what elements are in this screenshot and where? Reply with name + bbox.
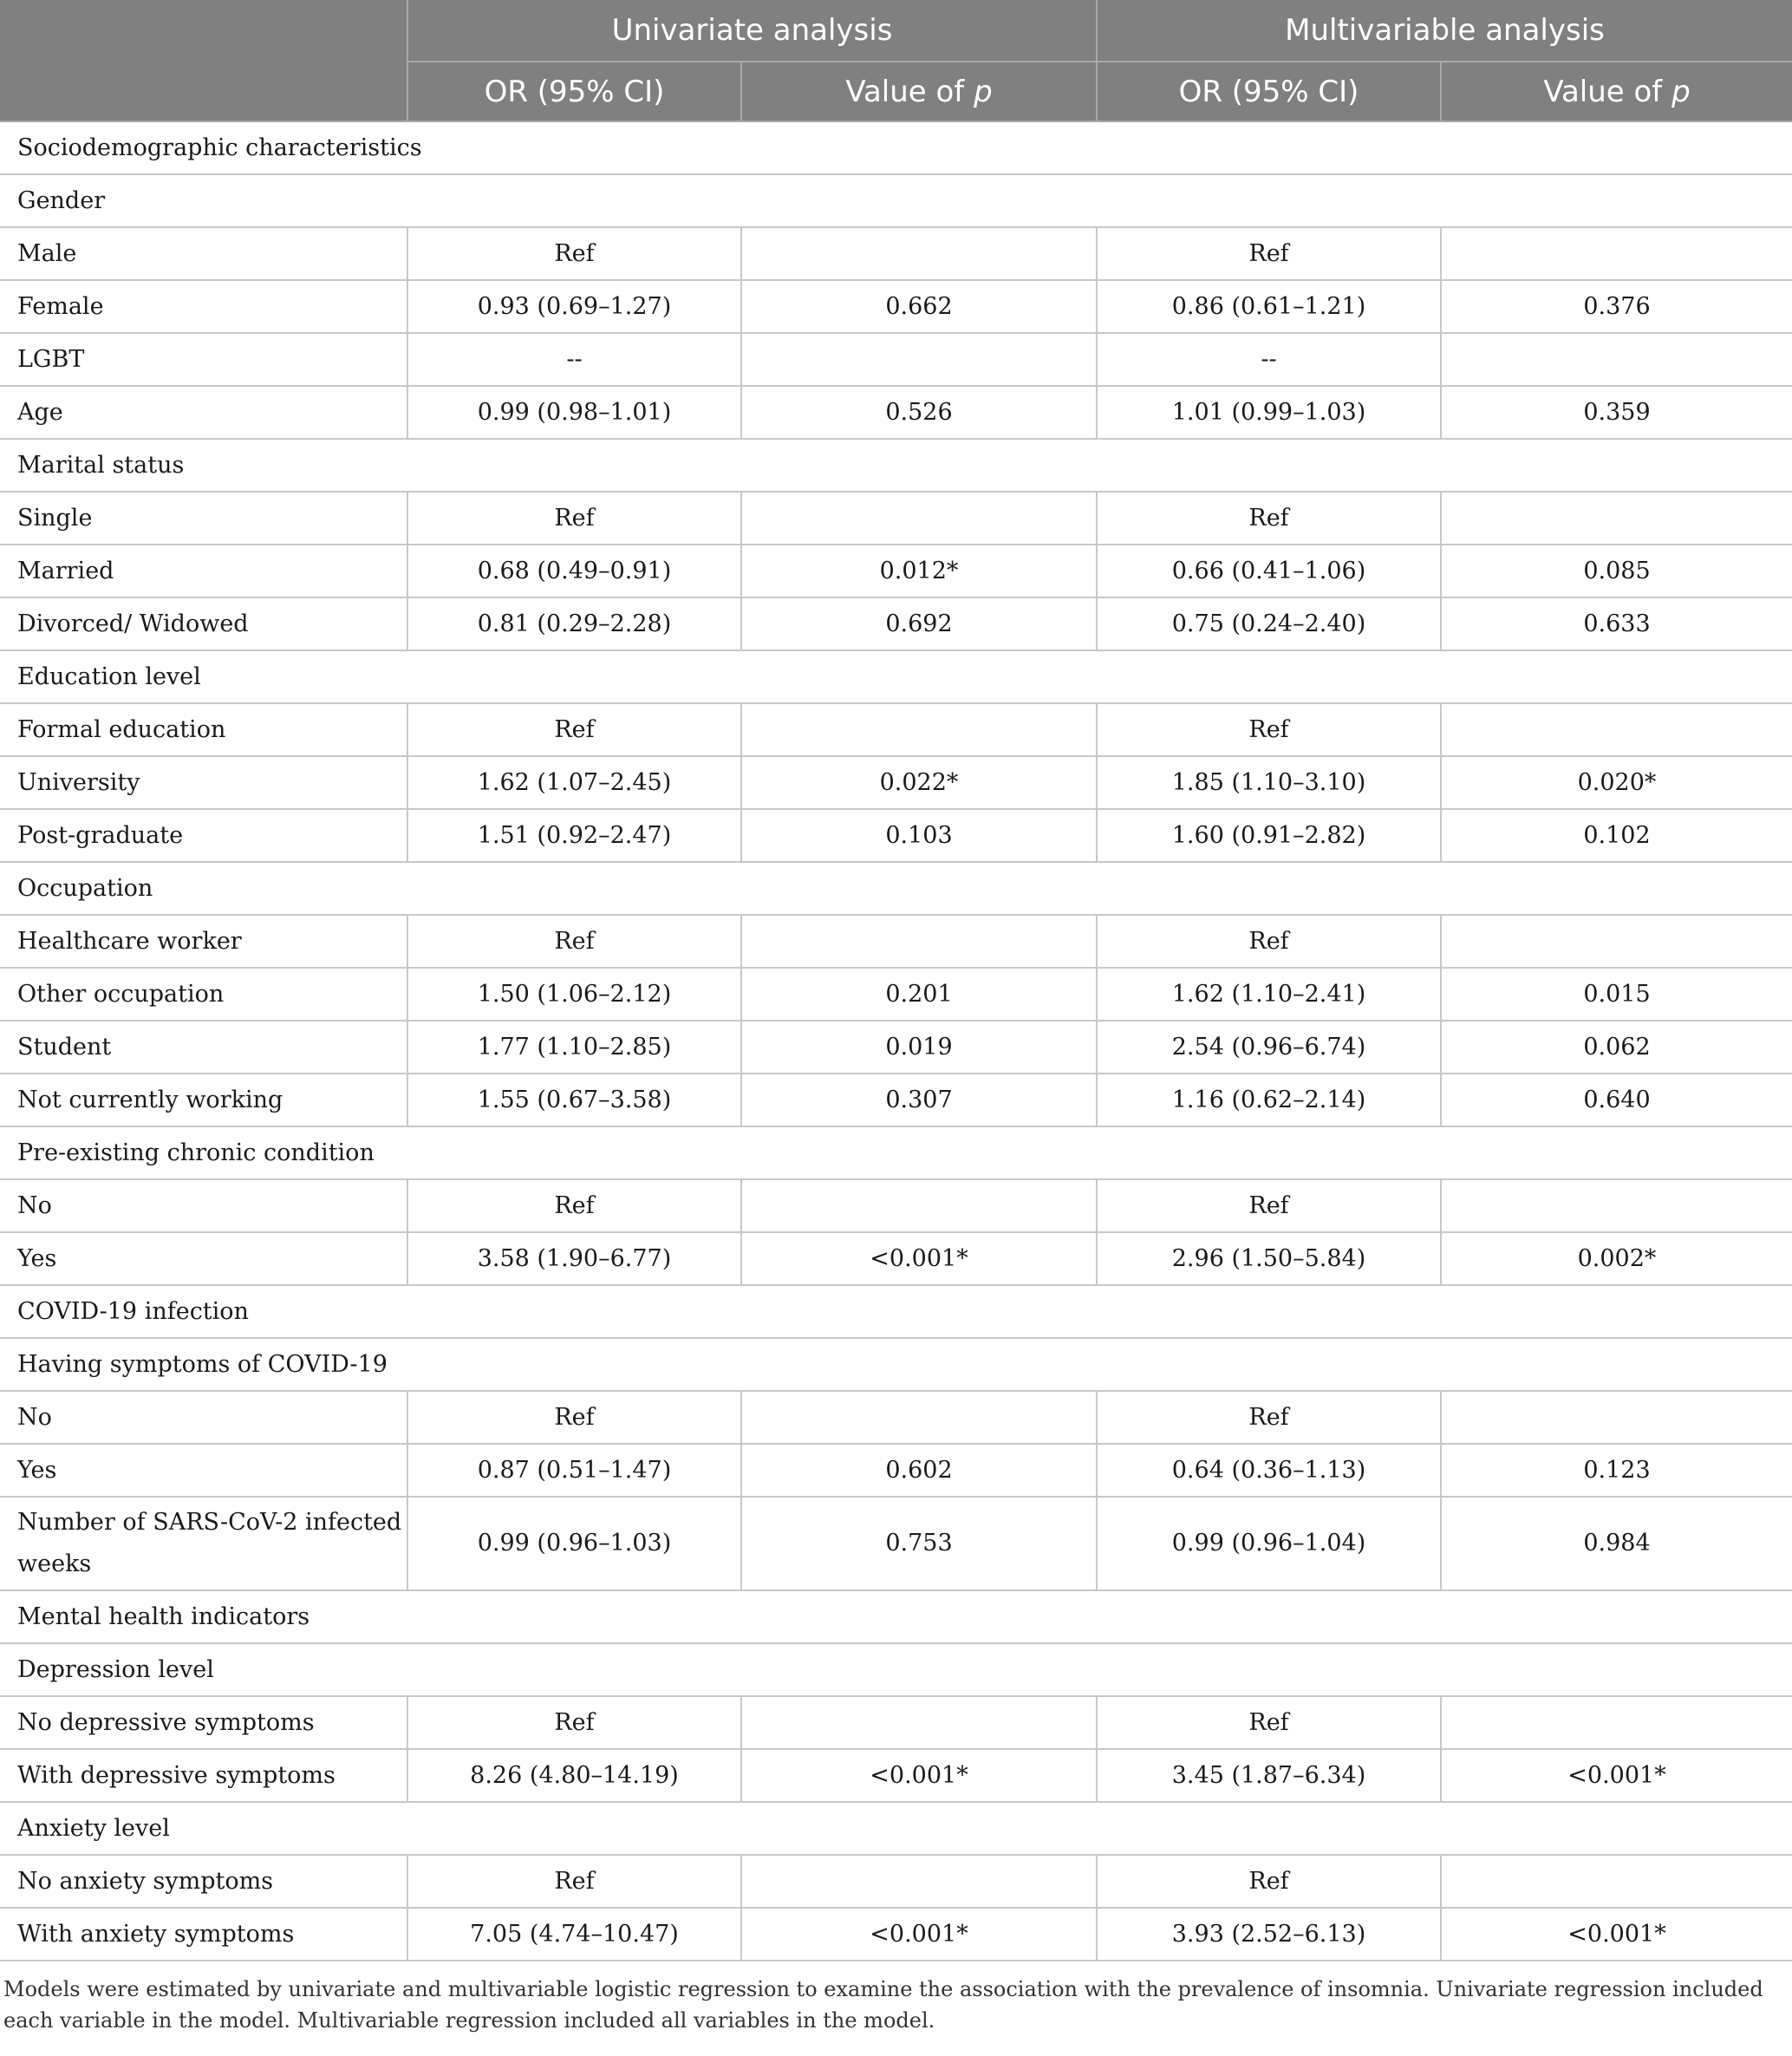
multivariable-p-cell [1441, 492, 1792, 545]
univariate-p-cell: 0.012* [741, 545, 1097, 597]
univariate-p-cell [741, 1696, 1097, 1749]
univariate-p-cell [741, 703, 1097, 756]
univariate-or-cell: 1.55 (0.67–3.58) [407, 1074, 741, 1126]
header-multivariable-or [1097, 62, 1441, 121]
header-or-label: OR (95% CI) [1178, 74, 1359, 109]
table-row [0, 545, 1792, 597]
table-body [0, 121, 1792, 1961]
table-row [0, 809, 1792, 862]
table-row [0, 227, 1792, 280]
multivariable-p-cell: 0.102 [1441, 809, 1792, 862]
multivariable-p-cell: 0.123 [1441, 1444, 1792, 1497]
section-label: Sociodemographic characteristics [0, 121, 1792, 174]
header-univariate-p [741, 62, 1097, 121]
row-label: LGBT [0, 333, 407, 386]
row-label: Female [0, 280, 407, 333]
univariate-or-cell: 3.58 (1.90–6.77) [407, 1232, 741, 1285]
univariate-p-cell: <0.001* [741, 1232, 1097, 1285]
section-label: Occupation [0, 862, 1792, 915]
multivariable-or-cell: 1.62 (1.10–2.41) [1097, 968, 1441, 1021]
section-label: Gender [0, 174, 1792, 227]
univariate-p-cell: 0.103 [741, 809, 1097, 862]
multivariable-p-cell: 0.002* [1441, 1232, 1792, 1285]
multivariable-p-cell [1441, 333, 1792, 386]
table-section-row [0, 1643, 1792, 1696]
multivariable-p-cell [1441, 1696, 1792, 1749]
multivariable-or-cell: 0.99 (0.96–1.04) [1097, 1497, 1441, 1590]
univariate-or-cell: Ref [407, 492, 741, 545]
table-section-row [0, 1590, 1792, 1643]
section-label: Anxiety level [0, 1802, 1792, 1855]
row-label: Yes [0, 1232, 407, 1285]
multivariable-p-cell: 0.062 [1441, 1021, 1792, 1074]
multivariable-or-cell: Ref [1097, 1391, 1441, 1444]
row-label: No [0, 1179, 407, 1232]
multivariable-p-cell [1441, 915, 1792, 968]
section-label: Education level [0, 650, 1792, 703]
header-group-row [0, 0, 1792, 62]
row-label: Other occupation [0, 968, 407, 1021]
multivariable-p-cell: 0.984 [1441, 1497, 1792, 1590]
section-label: Depression level [0, 1643, 1792, 1696]
multivariable-or-cell: Ref [1097, 492, 1441, 545]
univariate-or-cell: 8.26 (4.80–14.19) [407, 1749, 741, 1802]
univariate-or-cell: 0.68 (0.49–0.91) [407, 545, 741, 597]
row-label: Yes [0, 1444, 407, 1497]
row-label: With anxiety symptoms [0, 1908, 407, 1961]
univariate-or-cell: Ref [407, 915, 741, 968]
table-section-row [0, 650, 1792, 703]
multivariable-or-cell: 1.60 (0.91–2.82) [1097, 809, 1441, 862]
multivariable-or-cell: Ref [1097, 703, 1441, 756]
table-footnote: Models were estimated by univariate and multivariable logistic regression to examine the association with the prevalence of insomnia. Univariate regression included each variable in the model. Multivariable regression included all variables in the model. [3, 1977, 1763, 2033]
row-label: Student [0, 1021, 407, 1074]
row-label: Divorced/ Widowed [0, 597, 407, 650]
table-row [0, 1749, 1792, 1802]
univariate-p-cell: 0.201 [741, 968, 1097, 1021]
table-section-row [0, 439, 1792, 492]
row-label: Male [0, 227, 407, 280]
univariate-or-cell: Ref [407, 227, 741, 280]
section-label: Marital status [0, 439, 1792, 492]
multivariable-or-cell: 0.66 (0.41–1.06) [1097, 545, 1441, 597]
multivariable-p-cell: <0.001* [1441, 1749, 1792, 1802]
univariate-or-cell: 0.81 (0.29–2.28) [407, 597, 741, 650]
multivariable-p-cell: 0.376 [1441, 280, 1792, 333]
univariate-p-cell: 0.526 [741, 386, 1097, 439]
header-p-prefix: Value of [1543, 74, 1672, 109]
multivariable-p-cell [1441, 1855, 1792, 1908]
multivariable-p-cell: 0.020* [1441, 756, 1792, 809]
univariate-or-cell: 1.51 (0.92–2.47) [407, 809, 741, 862]
multivariable-or-cell: 0.64 (0.36–1.13) [1097, 1444, 1441, 1497]
multivariable-p-cell: 0.640 [1441, 1074, 1792, 1126]
multivariable-p-cell: 0.015 [1441, 968, 1792, 1021]
row-label: Married [0, 545, 407, 597]
multivariable-p-cell: 0.085 [1441, 545, 1792, 597]
univariate-or-cell: Ref [407, 1391, 741, 1444]
header-p-prefix: Value of [845, 74, 974, 109]
row-label: With depressive symptoms [0, 1749, 407, 1802]
univariate-or-cell: 0.93 (0.69–1.27) [407, 280, 741, 333]
multivariable-p-cell [1441, 703, 1792, 756]
univariate-p-cell: 0.602 [741, 1444, 1097, 1497]
multivariable-or-cell: Ref [1097, 915, 1441, 968]
header-corner-cell [0, 0, 407, 121]
row-label: Healthcare worker [0, 915, 407, 968]
univariate-p-cell: 0.692 [741, 597, 1097, 650]
table-row [0, 597, 1792, 650]
table-row [0, 492, 1792, 545]
row-label: Age [0, 386, 407, 439]
table-row [0, 1855, 1792, 1908]
table-row [0, 1444, 1792, 1497]
univariate-p-cell [741, 1855, 1097, 1908]
multivariable-or-cell: 0.75 (0.24–2.40) [1097, 597, 1441, 650]
header-univariate-or [407, 62, 741, 121]
multivariable-or-cell: Ref [1097, 1179, 1441, 1232]
table-section-row [0, 121, 1792, 174]
multivariable-or-cell: Ref [1097, 1855, 1441, 1908]
multivariable-or-cell: -- [1097, 333, 1441, 386]
multivariable-or-cell: 3.93 (2.52–6.13) [1097, 1908, 1441, 1961]
multivariable-p-cell: 0.359 [1441, 386, 1792, 439]
univariate-p-cell: 0.307 [741, 1074, 1097, 1126]
univariate-p-cell: 0.022* [741, 756, 1097, 809]
univariate-p-cell: 0.019 [741, 1021, 1097, 1074]
table-section-row [0, 1338, 1792, 1391]
table-row [0, 280, 1792, 333]
table-section-row [0, 1802, 1792, 1855]
table-section-row [0, 862, 1792, 915]
multivariable-or-cell: Ref [1097, 227, 1441, 280]
univariate-p-cell: <0.001* [741, 1908, 1097, 1961]
univariate-p-cell [741, 227, 1097, 280]
univariate-or-cell: Ref [407, 703, 741, 756]
univariate-or-cell: 1.77 (1.10–2.85) [407, 1021, 741, 1074]
multivariable-or-cell: 1.01 (0.99–1.03) [1097, 386, 1441, 439]
table-row [0, 1696, 1792, 1749]
header-univariate-analysis: Univariate analysis [407, 0, 1097, 62]
multivariable-or-cell: 1.85 (1.10–3.10) [1097, 756, 1441, 809]
univariate-p-cell: <0.001* [741, 1749, 1097, 1802]
table-section-row [0, 1285, 1792, 1338]
row-label: No depressive symptoms [0, 1696, 407, 1749]
row-label: No [0, 1391, 407, 1444]
table-row [0, 1497, 1792, 1590]
univariate-p-cell: 0.753 [741, 1497, 1097, 1590]
table-row [0, 1021, 1792, 1074]
row-label: University [0, 756, 407, 809]
univariate-p-cell [741, 1391, 1097, 1444]
univariate-or-cell: Ref [407, 1696, 741, 1749]
header-p-italic: p [974, 74, 993, 109]
header-multivariable-analysis: Multivariable analysis [1097, 0, 1792, 62]
univariate-or-cell: 1.50 (1.06–2.12) [407, 968, 741, 1021]
univariate-or-cell: 7.05 (4.74–10.47) [407, 1908, 741, 1961]
table-row [0, 968, 1792, 1021]
multivariable-p-cell [1441, 227, 1792, 280]
header-or-label: OR (95% CI) [484, 74, 665, 109]
multivariable-or-cell: 1.16 (0.62–2.14) [1097, 1074, 1441, 1126]
row-label: Post-graduate [0, 809, 407, 862]
row-label: No anxiety symptoms [0, 1855, 407, 1908]
table-row [0, 703, 1792, 756]
multivariable-or-cell: 2.96 (1.50–5.84) [1097, 1232, 1441, 1285]
table-row [0, 1074, 1792, 1126]
univariate-p-cell [741, 333, 1097, 386]
multivariable-or-cell: 3.45 (1.87–6.34) [1097, 1749, 1441, 1802]
section-label: Mental health indicators [0, 1590, 1792, 1643]
univariate-or-cell: -- [407, 333, 741, 386]
multivariable-p-cell [1441, 1391, 1792, 1444]
univariate-or-cell: 0.87 (0.51–1.47) [407, 1444, 741, 1497]
multivariable-or-cell: 0.86 (0.61–1.21) [1097, 280, 1441, 333]
univariate-p-cell [741, 915, 1097, 968]
table-row [0, 1908, 1792, 1961]
table-header [0, 0, 1792, 121]
table-row [0, 333, 1792, 386]
table-row [0, 756, 1792, 809]
univariate-or-cell: 0.99 (0.96–1.03) [407, 1497, 741, 1590]
multivariable-or-cell: Ref [1097, 1696, 1441, 1749]
multivariable-or-cell: 2.54 (0.96–6.74) [1097, 1021, 1441, 1074]
table-row [0, 1232, 1792, 1285]
multivariable-p-cell: <0.001* [1441, 1908, 1792, 1961]
row-label: Not currently working [0, 1074, 407, 1126]
row-label: Number of SARS-CoV-2 infected weeks [0, 1497, 407, 1590]
multivariable-p-cell [1441, 1179, 1792, 1232]
univariate-p-cell [741, 1179, 1097, 1232]
multivariable-p-cell: 0.633 [1441, 597, 1792, 650]
univariate-or-cell: Ref [407, 1855, 741, 1908]
section-label: COVID-19 infection [0, 1285, 1792, 1338]
section-label: Having symptoms of COVID-19 [0, 1338, 1792, 1391]
table-row [0, 1179, 1792, 1232]
univariate-p-cell: 0.662 [741, 280, 1097, 333]
row-label: Formal education [0, 703, 407, 756]
univariate-p-cell [741, 492, 1097, 545]
table-row [0, 915, 1792, 968]
univariate-or-cell: 1.62 (1.07–2.45) [407, 756, 741, 809]
table-section-row [0, 174, 1792, 227]
table-section-row [0, 1126, 1792, 1179]
section-label: Pre-existing chronic condition [0, 1126, 1792, 1179]
univariate-or-cell: 0.99 (0.98–1.01) [407, 386, 741, 439]
table-row [0, 386, 1792, 439]
header-multivariable-p [1441, 62, 1792, 121]
univariate-or-cell: Ref [407, 1179, 741, 1232]
header-p-italic: p [1671, 74, 1691, 109]
row-label: Single [0, 492, 407, 545]
table-row [0, 1391, 1792, 1444]
